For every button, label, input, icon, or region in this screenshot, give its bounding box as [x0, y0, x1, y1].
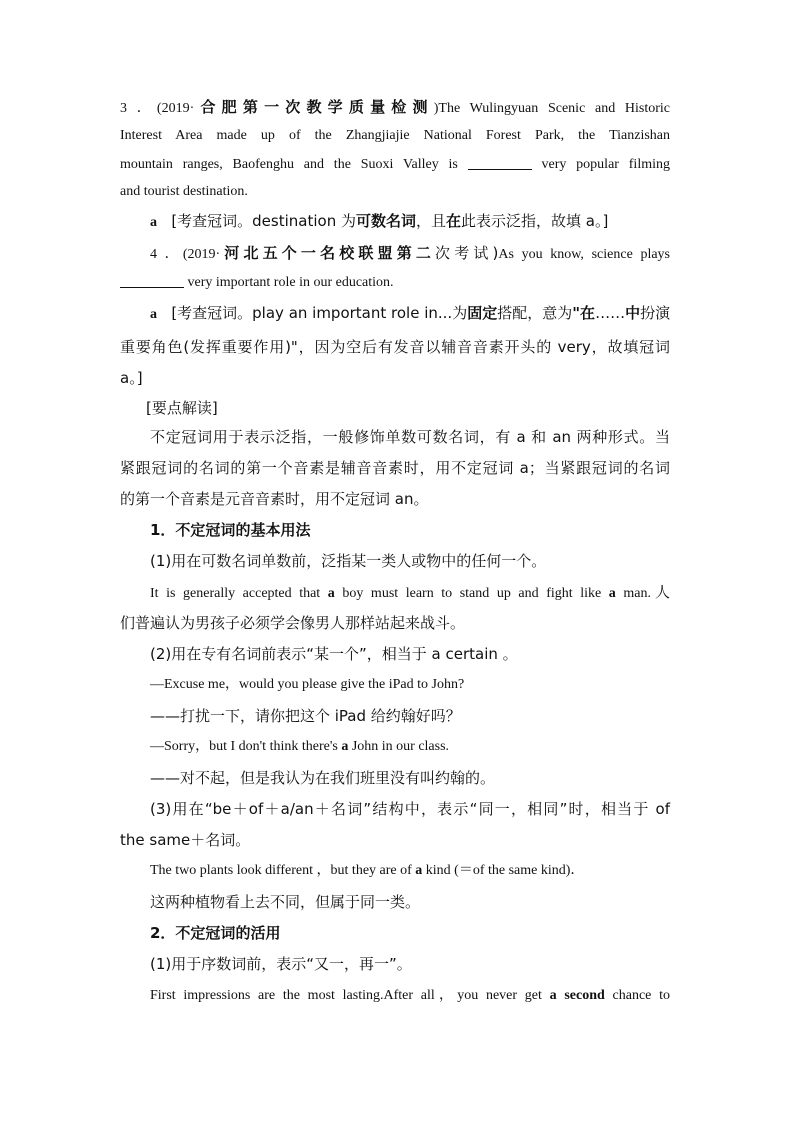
- q3-text-1: The Wulingyuan Scenic and Historic: [438, 101, 671, 116]
- q3-source-close: ): [433, 101, 439, 116]
- q3-text-3a: mountain ranges, Baofenghu and the Suoxi Valley is: [120, 157, 458, 172]
- p1-ex-article-1: a: [327, 586, 335, 601]
- q4-source-name: 河北五个一名校联盟第二: [220, 244, 436, 262]
- p2-dialog-1-zh: ——打扰一下，请你把这个 iPad 给约翰好吗？: [150, 707, 461, 725]
- q3-line-3: [120, 155, 670, 175]
- q4-text-1: As you know, science plays: [498, 247, 670, 262]
- p1-rule: (1)用在可数名词单数前，泛指某一类人或物中的任何一个。: [150, 552, 547, 570]
- p2-dialog-2-zh: ——对不起，但是我认为在我们班里没有叫约翰的。: [150, 769, 496, 787]
- q3-answer-bold-2: 在: [446, 212, 462, 230]
- heading-1: 1．不定冠词的基本用法: [150, 521, 311, 539]
- p1-translation: 们普遍认为男孩子必须学会像男人那样站起来战斗。: [120, 614, 466, 632]
- p1-ex-zh-1: 人: [650, 583, 671, 601]
- q3-text-3b: very popular filming: [541, 157, 670, 172]
- q3-source-year: (2019·: [156, 101, 195, 116]
- q4-number: 4 ．: [150, 247, 183, 262]
- p1-ex-a: It is generally accepted that: [150, 586, 321, 601]
- p4-example: [150, 986, 670, 1006]
- q4-answer-line-3: a。]: [120, 369, 143, 387]
- p1-ex-article-2: a: [608, 586, 616, 601]
- intro-line-3: 的第一个音素是元音音素时，用不定冠词 an。: [120, 490, 429, 508]
- q4-line-1: [150, 243, 670, 265]
- section-title: [要点解读]: [146, 399, 218, 417]
- p3-rule-2: the same＋名词。: [120, 831, 251, 849]
- q4-answer-text-3: ……: [595, 304, 626, 322]
- p2-d2-c: John in our class.: [351, 739, 450, 754]
- p4-rule: (1)用于序数词前，表示“又一，再一”。: [150, 955, 412, 973]
- p4-ex-bold: a second: [549, 988, 605, 1003]
- q4-answer-bold-1: 固定: [467, 304, 498, 322]
- q4-answer-text-2: 搭配，意为: [497, 304, 573, 322]
- q4-source-rest: 次考试): [435, 244, 499, 262]
- intro-line-1: 不定冠词用于表示泛指，一般修饰单数可数名词，有 a 和 an 两种形式。当: [150, 428, 670, 446]
- intro-line-2: 紧跟冠词的名词的第一个音素是辅音音素时，用不定冠词 a；当紧跟冠词的名词: [120, 459, 670, 477]
- q3-answer-text-3: 此表示泛指，故填 a。]: [461, 212, 609, 230]
- p1-ex-c: boy must learn to stand up and fight like: [342, 586, 602, 601]
- q3-answer: [150, 211, 670, 233]
- p4-ex-c: chance to: [612, 988, 671, 1003]
- q4-text-2: very important role in our education.: [187, 275, 394, 290]
- q3-number: 3 ．: [120, 101, 157, 116]
- p3-ex-article: a: [415, 863, 423, 878]
- q3-answer-letter: a: [150, 215, 157, 230]
- q4-line-2: [120, 273, 670, 293]
- p2-d2-article: a: [341, 739, 349, 754]
- q4-answer-letter: a: [150, 307, 157, 322]
- p3-ex-c: kind (＝of the same kind)．: [425, 863, 585, 878]
- q3-line-4: and tourist destination.: [120, 184, 248, 199]
- p1-ex-d: man.: [623, 586, 651, 601]
- p3-rule-1: (3)用在“be＋of＋a/an＋名词”结构中，表示“同一，相同”时，相当于 of: [150, 800, 670, 818]
- q4-answer-line-2: 重要角色(发挥重要作用)"，因为空后有发音以辅音音素开头的 very，故填冠词: [120, 338, 670, 356]
- p2-dialog-1: —Excuse me，would you please give the iPad to John?: [150, 677, 465, 692]
- p2-dialog-2: [150, 737, 670, 757]
- q4-answer-bold-3: 中: [625, 304, 641, 322]
- heading-2: 2．不定冠词的活用: [150, 924, 281, 942]
- p3-ex-a: The two plants look different ，but they are of: [150, 863, 412, 878]
- q3-line-1: [120, 97, 670, 119]
- q3-answer-text-2: ，且: [416, 212, 447, 230]
- q3-answer-text-1: [考查冠词。destination 为: [171, 212, 356, 230]
- p4-ex-a: First impressions are the most lasting.After all，you never get: [150, 988, 542, 1003]
- q4-answer-bold-2: "在: [572, 304, 596, 322]
- q4-answer-line-1: [150, 303, 670, 325]
- p2-rule: (2)用在专有名词前表示“某一个”，相当于 a certain 。: [150, 645, 518, 663]
- p1-example: [150, 582, 670, 604]
- q4-source-year: (2019·: [182, 247, 221, 262]
- q4-answer-text-4: 扮演: [640, 304, 671, 322]
- q3-answer-bold-1: 可数名词: [355, 212, 416, 230]
- q3-blank: [468, 155, 532, 170]
- p3-example: [150, 861, 670, 881]
- q4-blank: [120, 273, 184, 288]
- q4-answer-text-1: [考查冠词。play an important role in...为: [171, 304, 468, 322]
- p3-translation: 这两种植物看上去不同，但属于同一类。: [150, 893, 421, 911]
- p2-d2-a: —Sorry，but I don't think there's: [150, 739, 338, 754]
- q3-line-2: Interest Area made up of the Zhangjiajie National Forest Park, the Tianzishan: [120, 128, 670, 143]
- q3-source-name: 合肥第一次教学质量检测: [194, 98, 434, 116]
